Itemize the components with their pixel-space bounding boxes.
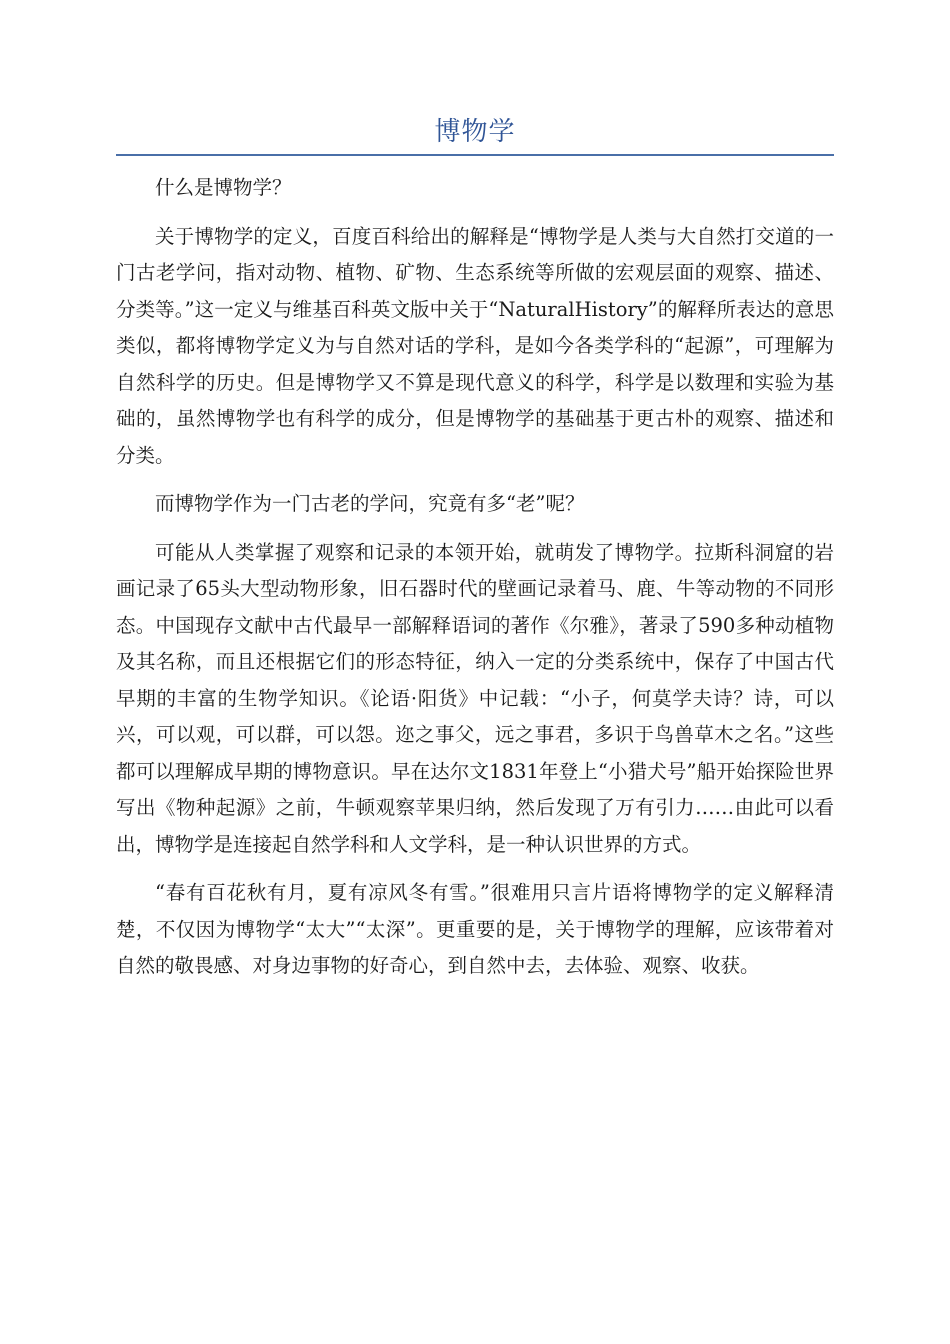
title-underline [116,154,834,156]
paragraph-conclusion: “春有百花秋有月，夏有凉风冬有雪。”很难用只言片语将博物学的定义解释清楚，不仅因为博物学“太大”“太深”。更重要的是，关于博物学的理解，应该带着对自然的敬畏感、对身边事物的好奇心，到自然中去，去体验、观察、收获。 [116,881,834,977]
document-page [116,112,834,997]
document-title: 博物学 [434,117,516,147]
paragraph-definition: 关于博物学的定义，百度百科给出的解释是“博物学是人类与大自然打交道的一门古老学问，指对动物、植物、矿物、生态系统等所做的宏观层面的观察、描述、分类等。”这一定义与维基百科英文版中关于“NaturalHistory”的解释所表达的意思类似，都将博物学定义为与自然对话的学科，是如今各类学科的“起源”，可理解为自然科学的历史。但是博物学又不算是现代意义的科学，科学是以数理和实验为基础的，虽然博物学也有科学的成分，但是博物学的基础基于更古朴的观察、描述和分类。 [116,224,834,467]
paragraph-how-old: 而博物学作为一门古老的学问，究竟有多“老”呢？ [155,492,585,515]
paragraph-history: 可能从人类掌握了观察和记录的本领开始，就萌发了博物学。拉斯科洞窟的岩画记录了65头大型动物形象，旧石器时代的壁画记录着马、鹿、牛等动物的不同形态。中国现存文献中古代最早一部解释语词的著作《尔雅》，著录了590多种动植物及其名称，而且还根据它们的形态特征，纳入一定的分类系统中，保存了中国古代早期的丰富的生物学知识。《论语·阳货》中记载：“小子，何莫学夫诗？诗，可以兴，可以观，可以群，可以怨。迩之事父，远之事君，多识于鸟兽草木之名。”这些都可以理解成早期的博物意识。早在达尔文1831年登上“小猎犬号”船开始探险世界写出《物种起源》之前，牛顿观察苹果归纳，然后发现了万有引力……由此可以看出，博物学是连接起自然学科和人文学科，是一种认识世界的方式。 [116,540,834,856]
paragraph-question: 什么是博物学？ [155,176,292,199]
